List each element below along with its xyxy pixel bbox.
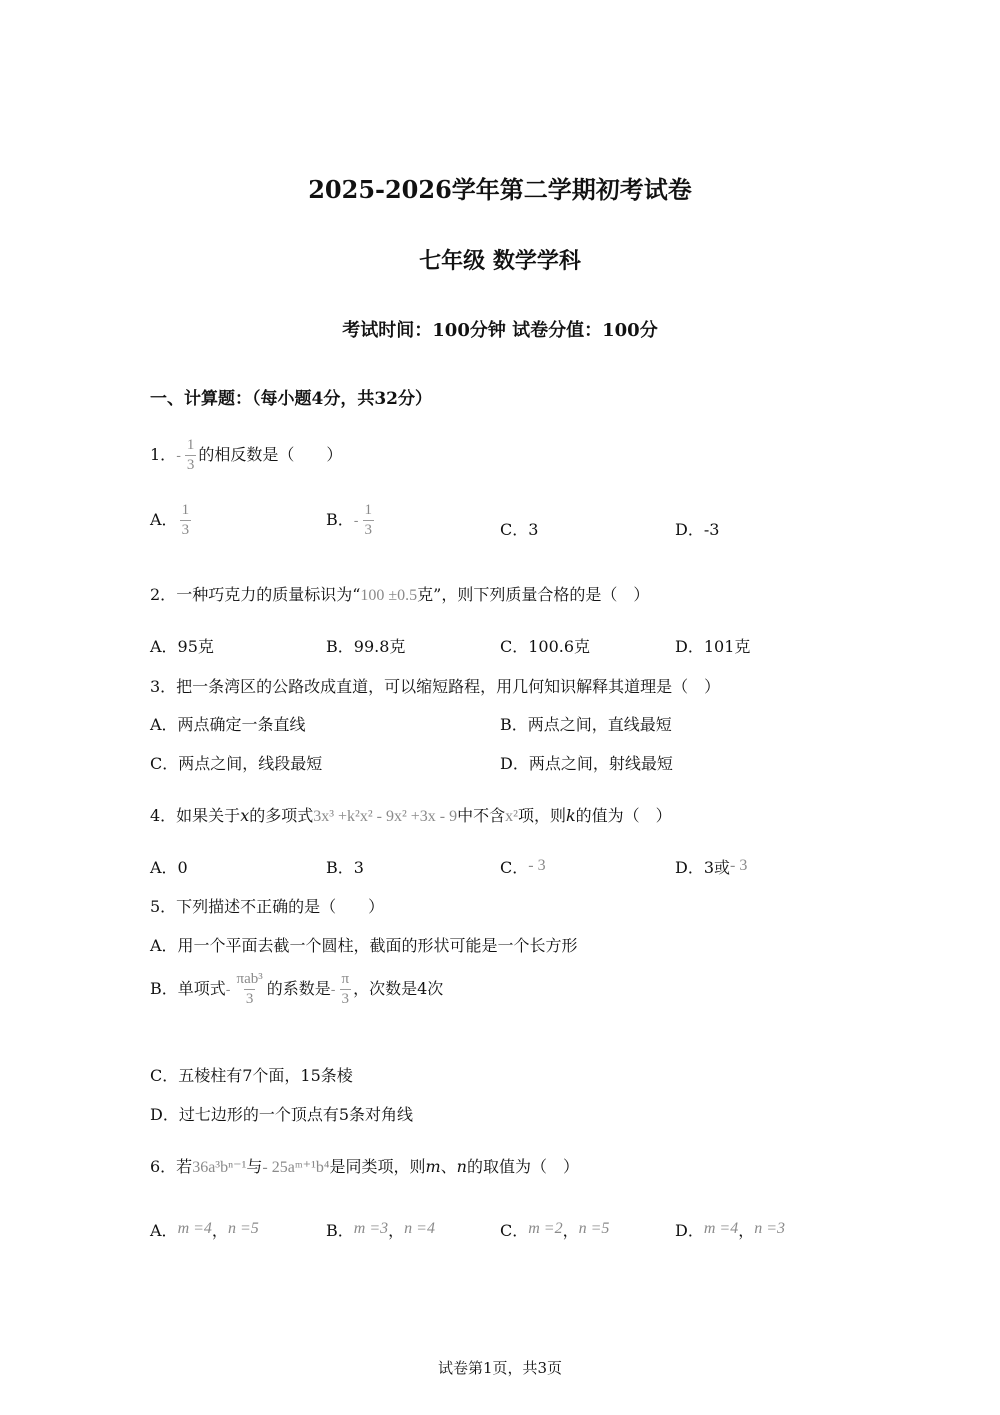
question-3: 3．把一条湾区的公路改成直道，可以缩短路程，用几何知识解释其道理是（ ） (150, 677, 721, 696)
question-2: 2．一种巧克力的质量标识为“100 ±0.5克”，则下列质量合格的是（ ） (150, 585, 650, 604)
option-c: C．100.6克 (500, 637, 591, 656)
option-a: A．95克 (150, 637, 214, 656)
question-1 (150, 438, 342, 473)
option-c: C．五棱柱有7个面，15条棱 (150, 1066, 353, 1085)
option-b: B．单项式- $\frac{\text{πab³}}{3}$ 的系数是- $\frac{\pi}{3}$ ，次数是4次 (150, 971, 444, 1007)
option-c: C．3 (500, 520, 539, 539)
polynomial-expression: 3x³ +k²x² - 9x² +3x - 9 (313, 808, 458, 825)
option-d: D．-3 (675, 520, 720, 539)
option-d: D．两点之间，射线最短 (500, 754, 673, 773)
question-text: 的相反数是（ ） (198, 445, 343, 464)
math-expression: 100 ±0.5 (360, 587, 418, 604)
question-4: 4．如果关于x的多项式3x³ +k²x² - 9x² +3x - 9中不含x²项，则k的值为（ ） (150, 806, 672, 825)
math-term: - 25aᵐ⁺¹b⁴ (262, 1159, 330, 1176)
section-heading: 一、计算题：（每小题4分，共32分） (150, 389, 432, 409)
option-d: D．101克 (675, 637, 751, 656)
option-a: A．两点确定一条直线 (150, 715, 306, 734)
question-6: 6．若36a³bⁿ⁻¹与- 25aᵐ⁺¹b⁴是同类项，则m、n的取值为（ ） (150, 1157, 579, 1176)
option-c: C．- 3 (500, 857, 546, 877)
question-number: 1． (150, 445, 177, 464)
fraction: $\frac{1}{3}$ (364, 502, 372, 538)
option-b: B．3 (326, 858, 364, 877)
math-term: 36a³bⁿ⁻¹ (192, 1159, 247, 1176)
page-footer: 试卷第1页，共3页 (437, 1359, 563, 1377)
option-a: A．m =4，n =5 (150, 1220, 259, 1240)
fraction: $\frac{1}{3}$ (181, 502, 190, 538)
option-b: B．99.8克 (326, 637, 406, 656)
option-d: D．3或- 3 (675, 857, 748, 877)
exam-title: 2025-2026学年第二学期初考试卷 (308, 175, 692, 204)
option-c: C．m =2，n =5 (500, 1220, 610, 1240)
option-b: B．- $\frac{1}{3}$ (326, 502, 372, 538)
fraction: $\frac{\pi}{3}$ (341, 971, 350, 1007)
option-a: A．0 (150, 858, 188, 877)
fraction: $\frac{1}{3}$ (186, 437, 195, 473)
option-b: B．m =3，n =4 (326, 1220, 435, 1240)
option-a: A． $\frac{1}{3}$ (150, 502, 190, 538)
option-d: D．过七边形的一个顶点有5条对角线 (150, 1105, 414, 1124)
option-a: A．用一个平面去截一个圆柱，截面的形状可能是一个长方形 (150, 936, 578, 955)
option-b: B．两点之间，直线最短 (500, 715, 672, 734)
question-5: 5．下列描述不正确的是（ ） (150, 897, 385, 916)
grade-subject: 七年级 数学学科 (419, 248, 581, 274)
fraction: $\frac{\text{πab³}}{3}$ (236, 971, 263, 1007)
minus-sign: - (176, 447, 181, 464)
option-d: D．m =4，n =3 (675, 1220, 786, 1240)
exam-info: 考试时间：100分钟 试卷分值：100分 (342, 320, 658, 341)
option-c: C．两点之间，线段最短 (150, 754, 323, 773)
